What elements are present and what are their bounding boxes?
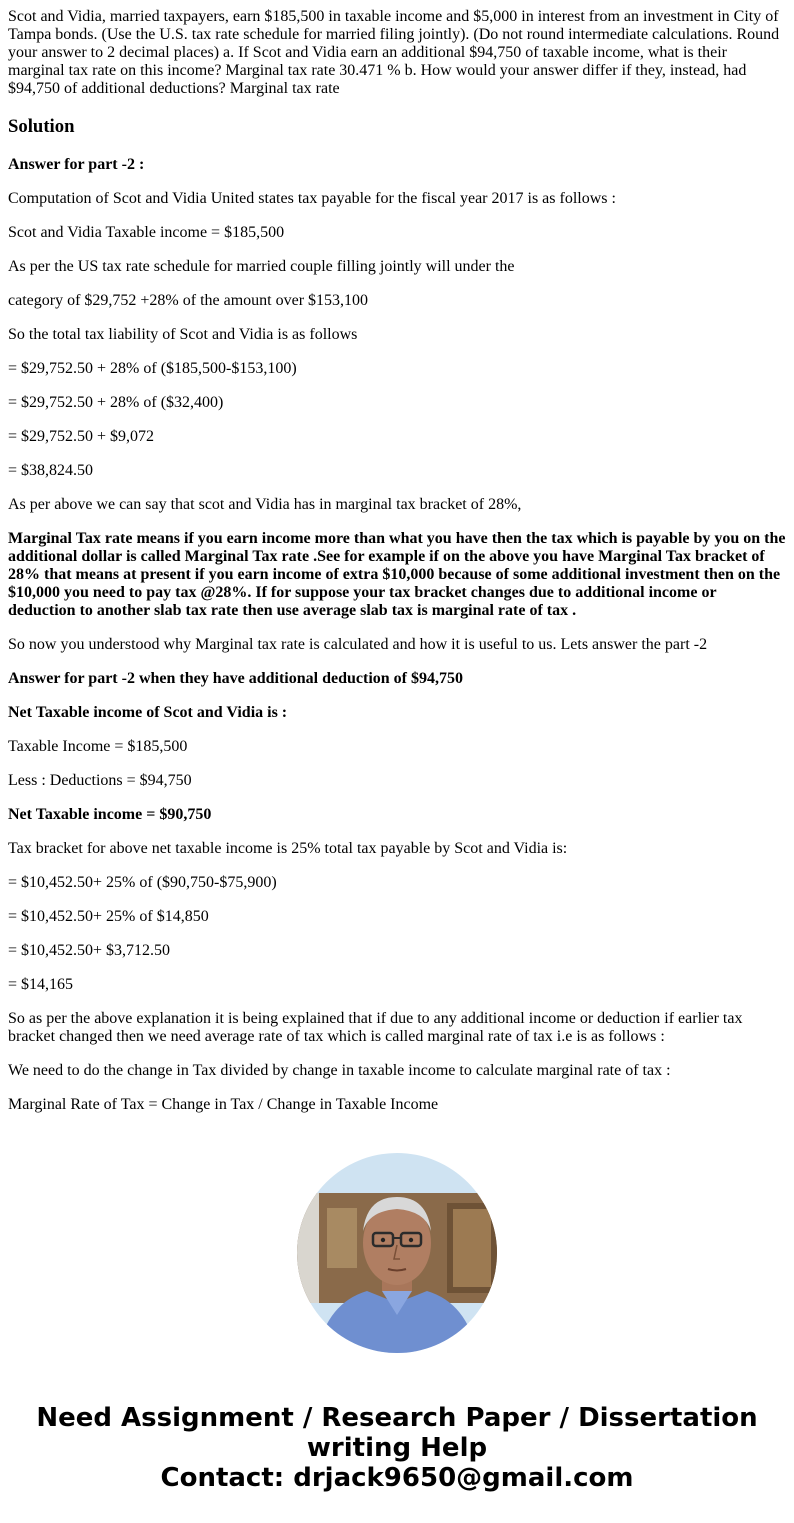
promo-contact: Contact: drjack9650@gmail.com — [160, 1463, 634, 1493]
solution-paragraph: = $29,752.50 + 28% of ($32,400) — [8, 394, 224, 411]
solution-paragraph: Tax bracket for above net taxable income is 25% total tax payable by Scot and Vidia is: — [8, 840, 568, 857]
solution-paragraph: Net Taxable income of Scot and Vidia is : — [8, 704, 288, 721]
author-avatar — [297, 1153, 497, 1353]
question-text: Scot and Vidia, married taxpayers, earn $185,500 in taxable income and $5,000 in interest from an investment in City of Tampa bonds. (Use the U.S. tax rate schedule for married filing jointly). (Do not round intermediate calculations. Round your answer to 2 decimal places) a. If Scot and Vidia earn an additional $94,750 of taxable income, what is their marginal tax rate on this income? Marginal tax rate 30.471 % b. How would your answer differ if they, instead, had $94,750 of additional deductions? Marginal tax rate — [8, 8, 780, 97]
promo-banner — [0, 1403, 794, 1493]
solution-heading: Solution — [8, 116, 75, 137]
solution-paragraph: = $10,452.50+ 25% of ($90,750-$75,900) — [8, 874, 277, 891]
solution-paragraph: Less : Deductions = $94,750 — [8, 772, 192, 789]
solution-paragraph: So now you understood why Marginal tax rate is calculated and how it is useful to us. Lets answer the part -2 — [8, 636, 708, 653]
solution-paragraph: Answer for part -2 : — [8, 156, 145, 173]
solution-paragraph: Marginal Rate of Tax = Change in Tax / Change in Taxable Income — [8, 1096, 439, 1113]
person-portrait-icon — [297, 1153, 497, 1353]
solution-paragraph: Marginal Tax rate means if you earn income more than what you have then the tax which is payable by you on the additional dollar is called Marginal Tax rate .See for example if on the above you have Marginal Tax bracket of 28% that means at present if you earn income of extra $10,000 because of some additional investment then on the $10,000 you need to pay tax @28%. If for suppose your tax bracket changes due to additional income or deduction to another slab tax rate then use average slab tax is marginal rate of tax . — [8, 530, 786, 619]
solution-paragraph: = $10,452.50+ 25% of $14,850 — [8, 908, 209, 925]
solution-paragraph: = $14,165 — [8, 976, 74, 993]
solution-paragraphs — [8, 156, 786, 1114]
solution-paragraph: = $38,824.50 — [8, 462, 94, 479]
solution-paragraph: We need to do the change in Tax divided by change in taxable income to calculate marginal rate of tax : — [8, 1062, 671, 1079]
solution-paragraph: As per above we can say that scot and Vidia has in marginal tax bracket of 28%, — [8, 496, 522, 513]
solution-paragraph: Taxable Income = $185,500 — [8, 738, 188, 755]
solution-paragraph: = $29,752.50 + 28% of ($185,500-$153,100) — [8, 360, 297, 377]
promo-line-2: writing Help — [306, 1433, 488, 1463]
solution-paragraph: = $29,752.50 + $9,072 — [8, 428, 155, 445]
solution-paragraph: category of $29,752 +28% of the amount over $153,100 — [8, 292, 369, 309]
solution-paragraph: Computation of Scot and Vidia United states tax payable for the fiscal year 2017 is as follows : — [8, 190, 616, 207]
solution-paragraph: So as per the above explanation it is being explained that if due to any additional income or deduction if earlier tax bracket changed then we need average rate of tax which is called marginal rate of tax i.e is as follows : — [8, 1010, 743, 1045]
solution-paragraph: So the total tax liability of Scot and Vidia is as follows — [8, 326, 358, 343]
solution-paragraph: As per the US tax rate schedule for married couple filling jointly will under the — [8, 258, 515, 275]
promo-line-1: Need Assignment / Research Paper / Dissertation — [36, 1403, 758, 1433]
solution-paragraph: Scot and Vidia Taxable income = $185,500 — [8, 224, 285, 241]
document-body — [8, 8, 786, 1130]
solution-paragraph: = $10,452.50+ $3,712.50 — [8, 942, 171, 959]
solution-paragraph: Answer for part -2 when they have additional deduction of $94,750 — [8, 670, 463, 687]
solution-paragraph: Net Taxable income = $90,750 — [8, 806, 212, 823]
